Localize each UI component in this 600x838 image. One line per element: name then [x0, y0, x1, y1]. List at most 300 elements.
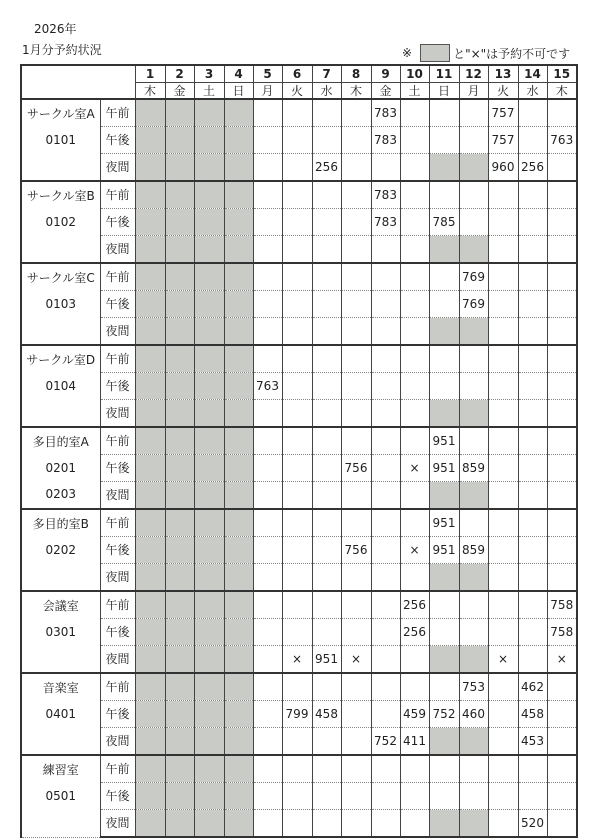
- reservation-cell: [429, 591, 459, 619]
- reservation-cell: [341, 810, 371, 838]
- reservation-cell: ×: [400, 537, 429, 564]
- unavailable-cell: [194, 291, 224, 318]
- unavailable-cell: [135, 701, 165, 728]
- room-slot-row: [21, 646, 577, 674]
- room-cell: [21, 755, 100, 837]
- reservation-cell: [341, 783, 371, 810]
- unavailable-cell: [224, 646, 253, 674]
- reservation-cell: [429, 673, 459, 701]
- unavailable-cell: [135, 427, 165, 455]
- reservation-cell: [518, 482, 547, 510]
- unavailable-cell: [194, 701, 224, 728]
- reservation-cell: [371, 482, 400, 510]
- unavailable-cell: [194, 127, 224, 154]
- reservation-cell: [371, 619, 400, 646]
- reservation-cell: [488, 537, 518, 564]
- reservation-cell: [371, 646, 400, 674]
- unavailable-cell: [224, 263, 253, 291]
- reservation-cell: 763: [253, 373, 282, 400]
- reservation-cell: [341, 482, 371, 510]
- reservation-cell: 960: [488, 154, 518, 182]
- reservation-cell: [253, 509, 282, 537]
- reservation-cell: [488, 345, 518, 373]
- reservation-cell: [282, 263, 312, 291]
- unavailable-cell: [135, 783, 165, 810]
- reservation-cell: [518, 181, 547, 209]
- reservation-cell: [312, 564, 341, 592]
- reservation-cell: [518, 236, 547, 264]
- reservation-cell: [312, 619, 341, 646]
- reservation-cell: 453: [518, 728, 547, 756]
- reservation-cell: [282, 564, 312, 592]
- reservation-cell: [371, 564, 400, 592]
- reservation-cell: [282, 755, 312, 783]
- reservation-cell: [488, 318, 518, 346]
- reservation-cell: 783: [371, 127, 400, 154]
- reservation-cell: [341, 99, 371, 127]
- legend: [402, 42, 570, 64]
- reservation-cell: 756: [341, 537, 371, 564]
- unavailable-cell: [135, 455, 165, 482]
- reservation-cell: [488, 619, 518, 646]
- unavailable-cell: [165, 318, 194, 346]
- unavailable-cell: [165, 427, 194, 455]
- day-number-cell: 5: [253, 65, 282, 83]
- reservation-cell: [429, 99, 459, 127]
- unavailable-cell: [429, 646, 459, 674]
- unavailable-cell: [224, 127, 253, 154]
- unavailable-cell: [459, 564, 488, 592]
- reservation-cell: [312, 455, 341, 482]
- reservation-cell: [429, 127, 459, 154]
- weekday-cell: 日: [429, 83, 459, 100]
- unavailable-cell: [135, 755, 165, 783]
- unavailable-cell: [459, 728, 488, 756]
- reservation-cell: [312, 591, 341, 619]
- reservation-cell: ×: [488, 646, 518, 674]
- slot-label: 午前: [100, 755, 135, 783]
- reservation-cell: [341, 209, 371, 236]
- unavailable-cell: [459, 400, 488, 428]
- unavailable-cell: [224, 427, 253, 455]
- unavailable-cell: [224, 783, 253, 810]
- room-cell: [21, 509, 100, 591]
- reservation-cell: [488, 509, 518, 537]
- reservation-cell: 769: [459, 291, 488, 318]
- room-code: 0201: [45, 461, 77, 475]
- unavailable-cell: [135, 154, 165, 182]
- unavailable-cell: [429, 400, 459, 428]
- room-slot-row: [21, 345, 577, 373]
- reservation-cell: [371, 373, 400, 400]
- reservation-cell: [488, 482, 518, 510]
- reservation-cell: [488, 810, 518, 838]
- room-slot-row: [21, 373, 577, 400]
- reservation-cell: [400, 400, 429, 428]
- unavailable-cell: [224, 810, 253, 838]
- reservation-cell: [400, 810, 429, 838]
- reservation-cell: 763: [547, 127, 577, 154]
- slot-label: 午後: [100, 455, 135, 482]
- unavailable-cell: [224, 728, 253, 756]
- reservation-cell: [341, 181, 371, 209]
- reservation-cell: ×: [400, 455, 429, 482]
- reservation-cell: [547, 755, 577, 783]
- reservation-cell: [282, 236, 312, 264]
- reservation-cell: 458: [312, 701, 341, 728]
- reservation-cell: [400, 373, 429, 400]
- reservation-cell: [282, 509, 312, 537]
- reservation-cell: [518, 591, 547, 619]
- room-slot-row: [21, 318, 577, 346]
- reservation-cell: 256: [312, 154, 341, 182]
- reservation-cell: [253, 591, 282, 619]
- reservation-cell: [518, 427, 547, 455]
- reservation-cell: 783: [371, 209, 400, 236]
- reservation-cell: [488, 591, 518, 619]
- reservation-cell: [253, 728, 282, 756]
- room-cell: [21, 591, 100, 673]
- unavailable-cell: [429, 482, 459, 510]
- reservation-cell: [400, 236, 429, 264]
- reservation-cell: [341, 509, 371, 537]
- reservation-cell: [253, 673, 282, 701]
- slot-label: 午前: [100, 263, 135, 291]
- reservation-cell: [371, 591, 400, 619]
- reservation-cell: [312, 755, 341, 783]
- reservation-cell: [312, 263, 341, 291]
- weekday-cell: 木: [547, 83, 577, 100]
- reservation-cell: 859: [459, 455, 488, 482]
- reservation-cell: [429, 373, 459, 400]
- unavailable-cell: [194, 482, 224, 510]
- unavailable-cell: [194, 209, 224, 236]
- unavailable-cell: [135, 345, 165, 373]
- slot-label: 夜間: [100, 810, 135, 838]
- room-code: 0104: [45, 379, 77, 393]
- reservation-cell: 951: [429, 427, 459, 455]
- slot-label: 夜間: [100, 236, 135, 264]
- room-code: 0401: [45, 707, 77, 721]
- unavailable-cell: [135, 564, 165, 592]
- room-cell: [21, 427, 100, 509]
- reservation-cell: [341, 345, 371, 373]
- weekday-cell: 土: [400, 83, 429, 100]
- slot-label: 午前: [100, 673, 135, 701]
- unavailable-cell: [165, 591, 194, 619]
- unavailable-cell: [194, 619, 224, 646]
- reservation-cell: [547, 673, 577, 701]
- reservation-cell: [518, 373, 547, 400]
- room-slot-row: [21, 619, 577, 646]
- reservation-cell: [459, 373, 488, 400]
- reservation-cell: [282, 127, 312, 154]
- unavailable-cell: [429, 728, 459, 756]
- reservation-cell: [518, 783, 547, 810]
- reservation-cell: [341, 318, 371, 346]
- reservation-cell: [371, 810, 400, 838]
- unavailable-cell: [135, 810, 165, 838]
- room-name: サークル室A: [26, 107, 95, 121]
- unavailable-cell: [135, 99, 165, 127]
- unavailable-cell: [194, 400, 224, 428]
- unavailable-cell: [429, 236, 459, 264]
- unavailable-cell: [194, 810, 224, 838]
- room-slot-row: [21, 755, 577, 783]
- unavailable-cell: [135, 728, 165, 756]
- reservation-cell: [253, 127, 282, 154]
- room-code: 0301: [45, 625, 77, 639]
- reservation-cell: 758: [547, 591, 577, 619]
- reservation-cell: [282, 345, 312, 373]
- room-slot-row: [21, 400, 577, 428]
- reservation-cell: [547, 427, 577, 455]
- reservation-cell: [282, 291, 312, 318]
- reservation-cell: [371, 783, 400, 810]
- room-code: 0203: [45, 487, 77, 501]
- unavailable-cell: [165, 728, 194, 756]
- room-slot-row: [21, 673, 577, 701]
- weekday-cell: 月: [459, 83, 488, 100]
- reservation-cell: [488, 701, 518, 728]
- unavailable-cell: [224, 509, 253, 537]
- reservation-cell: 757: [488, 99, 518, 127]
- room-cell: [21, 99, 100, 181]
- slot-label: 午前: [100, 427, 135, 455]
- reservation-cell: 951: [429, 455, 459, 482]
- legend-text: と"×"は予約不可です: [453, 46, 571, 61]
- unavailable-cell: [135, 673, 165, 701]
- reservation-cell: [312, 345, 341, 373]
- reservation-cell: [253, 263, 282, 291]
- reservation-cell: [312, 673, 341, 701]
- room-name: 音楽室: [42, 681, 79, 695]
- weekday-cell: 火: [488, 83, 518, 100]
- room-slot-row: [21, 537, 577, 564]
- reservation-cell: [282, 810, 312, 838]
- reservation-cell: [253, 564, 282, 592]
- reservation-cell: ×: [547, 646, 577, 674]
- day-number-row: [21, 65, 577, 83]
- unavailable-cell: [429, 154, 459, 182]
- unavailable-cell: [135, 318, 165, 346]
- reservation-cell: [547, 373, 577, 400]
- day-number-cell: 6: [282, 65, 312, 83]
- reservation-cell: 783: [371, 181, 400, 209]
- reservation-cell: 460: [459, 701, 488, 728]
- reservation-cell: [547, 181, 577, 209]
- reservation-cell: [371, 263, 400, 291]
- unavailable-cell: [194, 755, 224, 783]
- unavailable-cell: [165, 482, 194, 510]
- reservation-cell: [400, 99, 429, 127]
- reservation-cell: [547, 209, 577, 236]
- unavailable-cell: [224, 236, 253, 264]
- day-number-cell: 3: [194, 65, 224, 83]
- unavailable-cell: [194, 345, 224, 373]
- reservation-cell: 859: [459, 537, 488, 564]
- unavailable-cell: [224, 181, 253, 209]
- slot-label: 午前: [100, 345, 135, 373]
- room-code: 0501: [45, 789, 77, 803]
- reservation-cell: 753: [459, 673, 488, 701]
- day-number-cell: 9: [371, 65, 400, 83]
- unavailable-cell: [165, 99, 194, 127]
- unavailable-cell: [165, 810, 194, 838]
- reservation-cell: 769: [459, 263, 488, 291]
- reservation-cell: [518, 99, 547, 127]
- room-name: 多目的室B: [32, 517, 89, 531]
- reservation-cell: [341, 154, 371, 182]
- reservation-cell: [547, 509, 577, 537]
- unavailable-cell: [459, 318, 488, 346]
- room-name: 多目的室A: [32, 435, 89, 449]
- reservation-cell: [429, 783, 459, 810]
- room-slot-row: [21, 455, 577, 482]
- reservation-cell: [282, 619, 312, 646]
- reservation-cell: 951: [429, 509, 459, 537]
- reservation-cell: 256: [400, 591, 429, 619]
- unavailable-cell: [224, 373, 253, 400]
- room-slot-row: [21, 99, 577, 127]
- unavailable-cell: [135, 537, 165, 564]
- reservation-cell: [282, 209, 312, 236]
- reservation-cell: [312, 373, 341, 400]
- reservation-cell: [488, 209, 518, 236]
- reservation-cell: [400, 181, 429, 209]
- reservation-cell: [282, 482, 312, 510]
- reservation-cell: [459, 345, 488, 373]
- unavailable-cell: [459, 482, 488, 510]
- day-number-cell: 8: [341, 65, 371, 83]
- reservation-cell: [400, 209, 429, 236]
- unavailable-cell: [165, 291, 194, 318]
- room-name: 練習室: [42, 763, 79, 777]
- unavailable-cell: [194, 373, 224, 400]
- room-slot-row: [21, 509, 577, 537]
- reservation-cell: [459, 755, 488, 783]
- day-number-cell: 12: [459, 65, 488, 83]
- reservation-cell: [400, 154, 429, 182]
- reservation-cell: [282, 728, 312, 756]
- reservation-cell: [400, 783, 429, 810]
- day-number-cell: 15: [547, 65, 577, 83]
- slot-label: 午後: [100, 127, 135, 154]
- reservation-cell: [488, 400, 518, 428]
- unavailable-cell: [165, 263, 194, 291]
- unavailable-cell: [194, 537, 224, 564]
- reservation-cell: [341, 236, 371, 264]
- unavailable-cell: [165, 783, 194, 810]
- reservation-cell: [312, 427, 341, 455]
- unavailable-cell: [224, 537, 253, 564]
- reservation-cell: [371, 509, 400, 537]
- reservation-cell: [547, 482, 577, 510]
- reservation-cell: [518, 646, 547, 674]
- room-slot-row: [21, 181, 577, 209]
- reservation-cell: [253, 701, 282, 728]
- reservation-cell: [400, 318, 429, 346]
- reservation-cell: [253, 537, 282, 564]
- weekday-cell: 木: [341, 83, 371, 100]
- reservation-cell: [488, 728, 518, 756]
- slot-label: 午後: [100, 783, 135, 810]
- reservation-cell: [341, 755, 371, 783]
- reservation-cell: 752: [371, 728, 400, 756]
- reservation-cell: [341, 400, 371, 428]
- reservation-cell: [282, 591, 312, 619]
- unavailable-cell: [224, 455, 253, 482]
- reservation-cell: [429, 619, 459, 646]
- reservation-cell: [400, 755, 429, 783]
- slot-label: 夜間: [100, 728, 135, 756]
- unavailable-cell: [194, 181, 224, 209]
- reservation-cell: [253, 400, 282, 428]
- room-cell: [21, 673, 100, 755]
- reservation-cell: [312, 318, 341, 346]
- unavailable-cell: [194, 728, 224, 756]
- unavailable-cell: [165, 209, 194, 236]
- reservation-cell: [488, 263, 518, 291]
- reservation-cell: [459, 99, 488, 127]
- room-name: サークル室C: [26, 271, 95, 285]
- unavailable-cell: [429, 564, 459, 592]
- reservation-cell: [400, 509, 429, 537]
- reservation-cell: 758: [547, 619, 577, 646]
- reservation-cell: [282, 318, 312, 346]
- reservation-cell: [312, 99, 341, 127]
- reservation-cell: [400, 427, 429, 455]
- reservation-cell: [518, 345, 547, 373]
- reservation-cell: [429, 755, 459, 783]
- day-number-cell: 13: [488, 65, 518, 83]
- reservation-cell: [341, 263, 371, 291]
- slot-label: 夜間: [100, 482, 135, 510]
- unavailable-cell: [165, 701, 194, 728]
- reservation-cell: [253, 783, 282, 810]
- room-slot-row: [21, 236, 577, 264]
- reservation-cell: [459, 783, 488, 810]
- reservation-cell: [488, 673, 518, 701]
- reservation-cell: [518, 263, 547, 291]
- reservation-cell: [282, 783, 312, 810]
- slot-label: 夜間: [100, 646, 135, 674]
- reservation-cell: [282, 154, 312, 182]
- unavailable-cell: [224, 154, 253, 182]
- legend-shade-swatch: [420, 44, 450, 62]
- slot-label: 午前: [100, 591, 135, 619]
- weekday-cell: 金: [371, 83, 400, 100]
- reservation-cell: [547, 99, 577, 127]
- reservation-cell: 462: [518, 673, 547, 701]
- weekday-cell: 土: [194, 83, 224, 100]
- unavailable-cell: [194, 591, 224, 619]
- reservation-cell: [547, 400, 577, 428]
- unavailable-cell: [194, 99, 224, 127]
- unavailable-cell: [194, 154, 224, 182]
- reservation-cell: [400, 263, 429, 291]
- reservation-cell: [429, 263, 459, 291]
- unavailable-cell: [135, 209, 165, 236]
- unavailable-cell: [135, 236, 165, 264]
- reservation-cell: [253, 209, 282, 236]
- reservation-table: [20, 64, 578, 838]
- reservation-cell: [518, 127, 547, 154]
- reservation-cell: [547, 236, 577, 264]
- room-slot-row: [21, 591, 577, 619]
- reservation-cell: [400, 291, 429, 318]
- unavailable-cell: [165, 400, 194, 428]
